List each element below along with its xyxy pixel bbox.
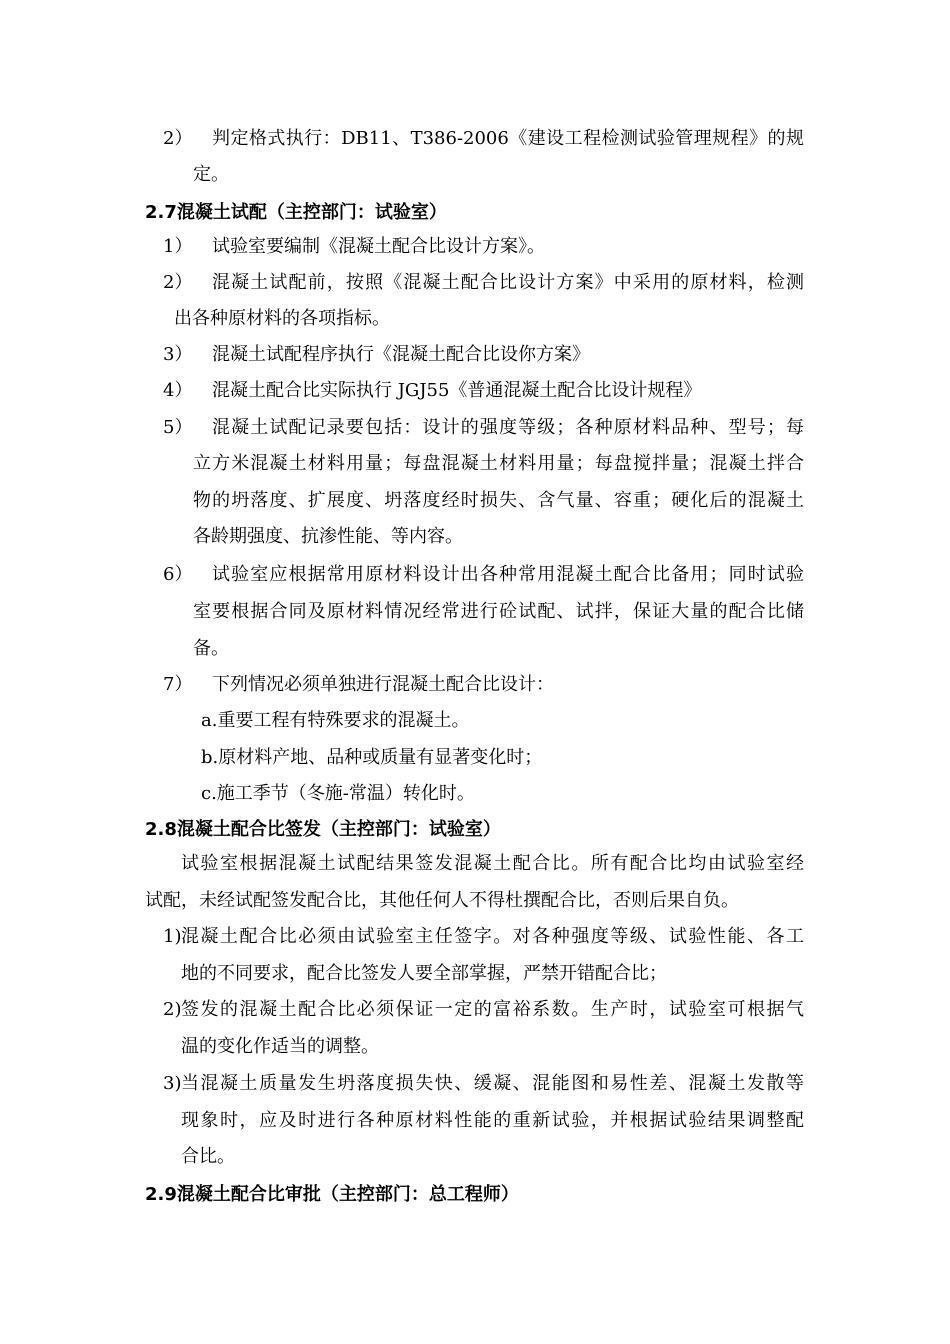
list-item-continuation: 出各种原材料的各项指标。 [174,308,390,329]
sub-list-item: b.原材料产地、品种或质量有显著变化时； [201,747,543,768]
list-item-continuation: 备。 [193,638,229,659]
list-item-number: 2） [163,128,193,149]
list-item-text: 下列情况必须单独进行混凝土配合比设计： [212,674,554,695]
list-item-number: 1) [163,926,182,947]
list-item-number: 7） [163,674,193,695]
list-item-continuation: 合比。 [181,1146,235,1167]
list-item-text: 混凝土试配前，按照《混凝土配合比设计方案》中采用的原材料，检测 [212,272,804,293]
list-item-number: 6） [163,564,193,585]
list-item-text: 混凝土配合比必须由试验室主任签字。对各种强度等级、试验性能、各工 [181,926,804,947]
list-item-continuation: 物的坍落度、扩展度、坍落度经时损失、含气量、容重；硬化后的混凝土 [193,490,804,511]
list-item-number: 4） [163,380,193,401]
sub-list-item: c.施工季节（冬施-常温）转化时。 [201,783,475,804]
list-item-number: 2) [163,999,182,1020]
list-item-continuation: 定。 [193,164,229,185]
list-item-number: 3） [163,344,193,365]
list-item-text: 判定格式执行：DB11、T386-2006《建设工程检测试验管理规程》的规 [212,128,804,149]
list-item-number: 5） [163,417,193,438]
list-item-text: 当混凝土质量发生坍落度损失快、缓凝、混能图和易性差、混凝土发散等 [181,1073,804,1094]
list-item-number: 2） [163,272,193,293]
list-item-continuation: 温的变化作适当的调整。 [181,1036,379,1057]
list-item-number: 3) [163,1073,182,1094]
sub-list-item: a.重要工程有特殊要求的混凝土。 [201,710,470,731]
list-item-continuation: 现象时，应及时进行各种原材料性能的重新试验，并根据试验结果调整配 [181,1110,804,1131]
list-item [0,127,950,151]
list-item-text: 签发的混凝土配合比必须保证一定的富裕系数。生产时，试验室可根据气 [181,999,804,1020]
section-heading: 2.7混凝土试配（主控部门：试验室） [145,202,447,223]
list-item-continuation: 立方米混凝土材料用量；每盘混凝土材料用量；每盘搅拌量；混凝土拌合 [193,453,804,474]
paragraph-line: 试验室根据混凝土试配结果签发混凝土配合比。所有配合比均由试验室经 [181,853,804,874]
list-item-text: 混凝土试配程序执行《混凝土配合比设你方案》 [212,344,590,365]
list-item-continuation: 室要根据合同及原材料情况经常进行砼试配、试拌，保证大量的配合比储 [193,601,804,622]
section-heading: 2.9混凝土配合比审批（主控部门：总工程师） [145,1184,519,1205]
list-item-text: 试验室应根据常用原材料设计出各种常用混凝土配合比备用；同时试验 [212,564,804,585]
list-item-number: 1） [163,236,193,257]
list-item-text: 混凝土配合比实际执行 JGJ55《普通混凝土配合比设计规程》 [212,380,702,401]
section-heading: 2.8混凝土配合比签发（主控部门：试验室） [145,819,501,840]
list-item-continuation: 地的不同要求，配合比签发人要全部掌握，严禁开错配合比； [181,963,667,984]
list-item-continuation: 各龄期强度、抗渗性能、等内容。 [193,526,463,547]
list-item-text: 试验室要编制《混凝土配合比设计方案》。 [212,236,545,257]
paragraph-line: 试配，未经试配签发配合比，其他任何人不得杜撰配合比，否则后果自负。 [145,890,739,911]
list-item-text: 混凝土试配记录要包括：设计的强度等级；各种原材料品种、型号；每 [212,417,804,438]
